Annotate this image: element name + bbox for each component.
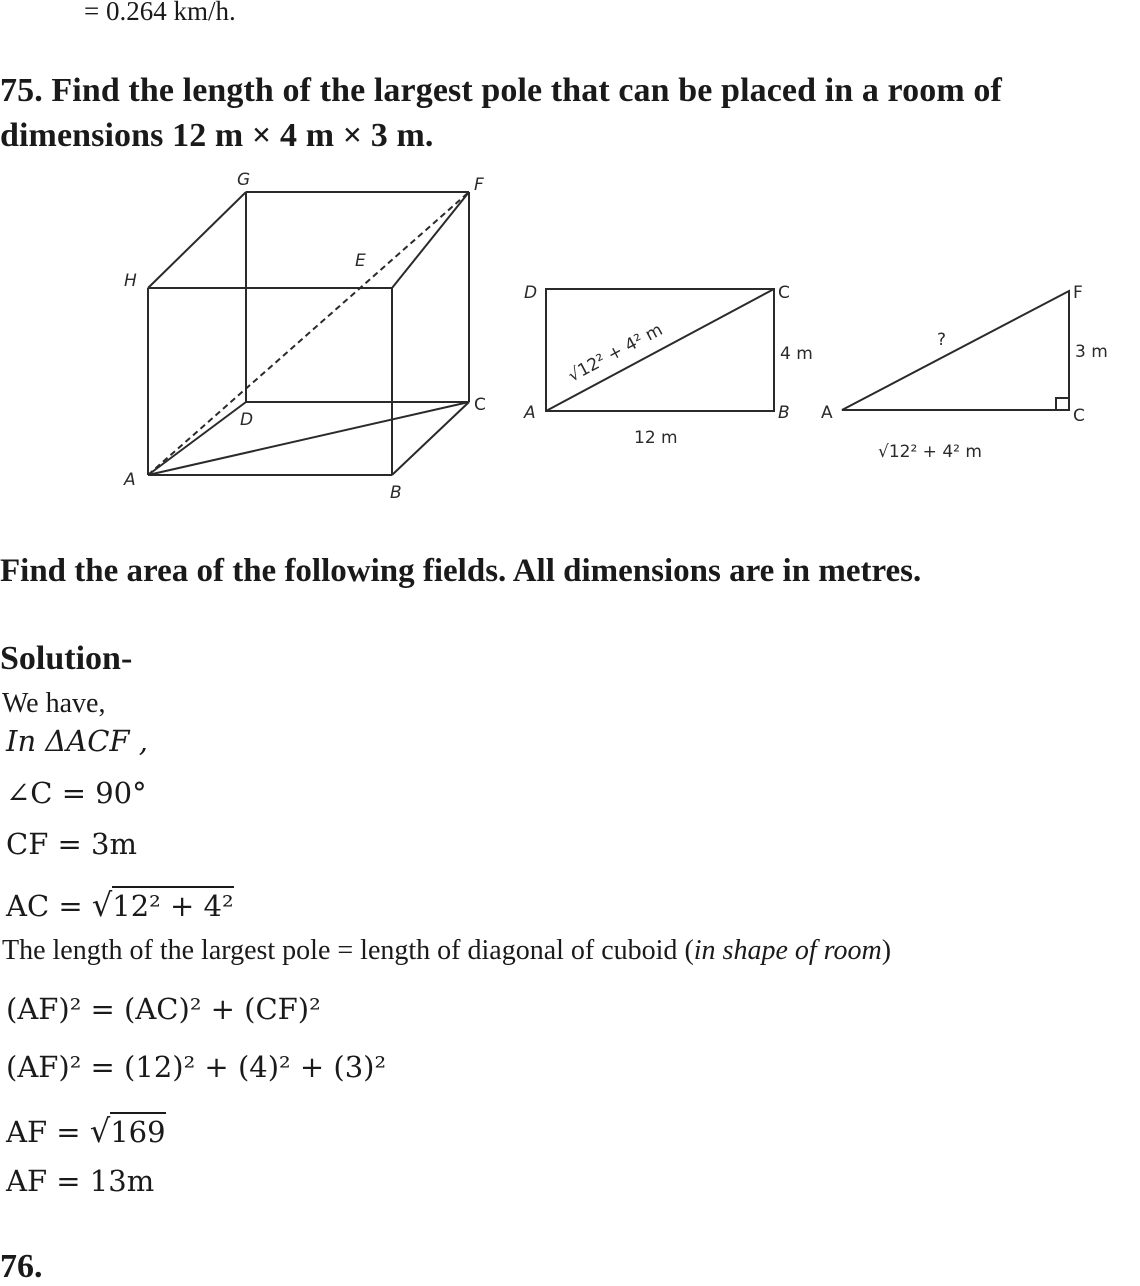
previous-answer-line: = 0.264 km/h. (84, 0, 236, 26)
eq3-lhs: AF = (6, 1115, 90, 1149)
solution-statement (2, 935, 891, 967)
in-triangle-text: In ΔACF , (6, 724, 148, 758)
vertex-label-c: C (474, 395, 486, 415)
solution-eq1: (AF)² = (AC)² + (CF)² (6, 992, 321, 1026)
vertex-label-f: F (474, 175, 484, 195)
tri-vertex-a: A (821, 403, 833, 423)
cuboid-diagram (148, 192, 469, 475)
rectangle-diagram (546, 289, 774, 411)
statement-text: The length of the largest pole = length of diagonal of cuboid (2, 935, 678, 966)
solution-we-have: We have, (2, 688, 106, 719)
ac-lhs: AC = (6, 889, 92, 923)
vertex-label-d: D (240, 410, 254, 430)
solution-cf: CF = 3m (6, 827, 137, 861)
vertex-label-a: A (124, 470, 136, 490)
question-heading-line2: dimensions 12 m × 4 m × 3 m. (0, 117, 434, 154)
vertex-label-g: G (237, 170, 251, 190)
statement-paren-close: ) (881, 935, 892, 966)
eq3-sqrt (90, 1112, 166, 1150)
sqrt-symbol: √ (89, 1112, 111, 1150)
solution-angle: ∠C = 90° (6, 776, 147, 810)
triangle-diagram (842, 291, 1069, 410)
rect-base-label: 12 m (634, 428, 678, 448)
section-subheading: Find the area of the following fields. All dimensions are in metres. (0, 553, 922, 589)
statement-paren-open: ( (684, 935, 694, 966)
figure-panel (110, 160, 1140, 510)
vertex-label-b: B (390, 483, 402, 503)
rect-vertex-a: A (524, 403, 536, 423)
solution-ac (6, 886, 234, 924)
vertex-label-e: E (355, 251, 366, 271)
eq3-radicand: 169 (110, 1112, 165, 1149)
tri-base-label: √12² + 4² m (878, 442, 982, 462)
tri-vertex-c: C (1073, 406, 1085, 426)
next-question-number: 76. (0, 1248, 43, 1285)
solution-eq4: AF = 13m (6, 1164, 155, 1198)
ac-sqrt (92, 886, 234, 924)
solution-title: Solution- (0, 640, 133, 677)
solution-eq2: (AF)² = (12)² + (4)² + (3)² (6, 1050, 387, 1084)
statement-paren-text: in shape of room (693, 935, 882, 966)
sqrt-symbol: √ (91, 886, 113, 924)
rect-vertex-b: B (778, 403, 790, 423)
tri-hypotenuse-label: ? (937, 330, 947, 350)
tri-side-label: 3 m (1075, 342, 1108, 362)
vertex-label-h: H (124, 271, 137, 291)
solution-in-triangle (6, 724, 148, 758)
rect-vertex-d: D (524, 283, 538, 303)
tri-vertex-f: F (1073, 283, 1083, 303)
ac-radicand: 12² + 4² (112, 886, 233, 923)
solution-eq3 (6, 1112, 166, 1150)
question-heading-line1: 75. Find the length of the largest pole that can be placed in a room of (0, 72, 1002, 109)
rect-diagonal-label: √12² + 4² m (564, 319, 667, 387)
rect-side-label: 4 m (780, 344, 813, 364)
rect-vertex-c: C (778, 283, 790, 303)
